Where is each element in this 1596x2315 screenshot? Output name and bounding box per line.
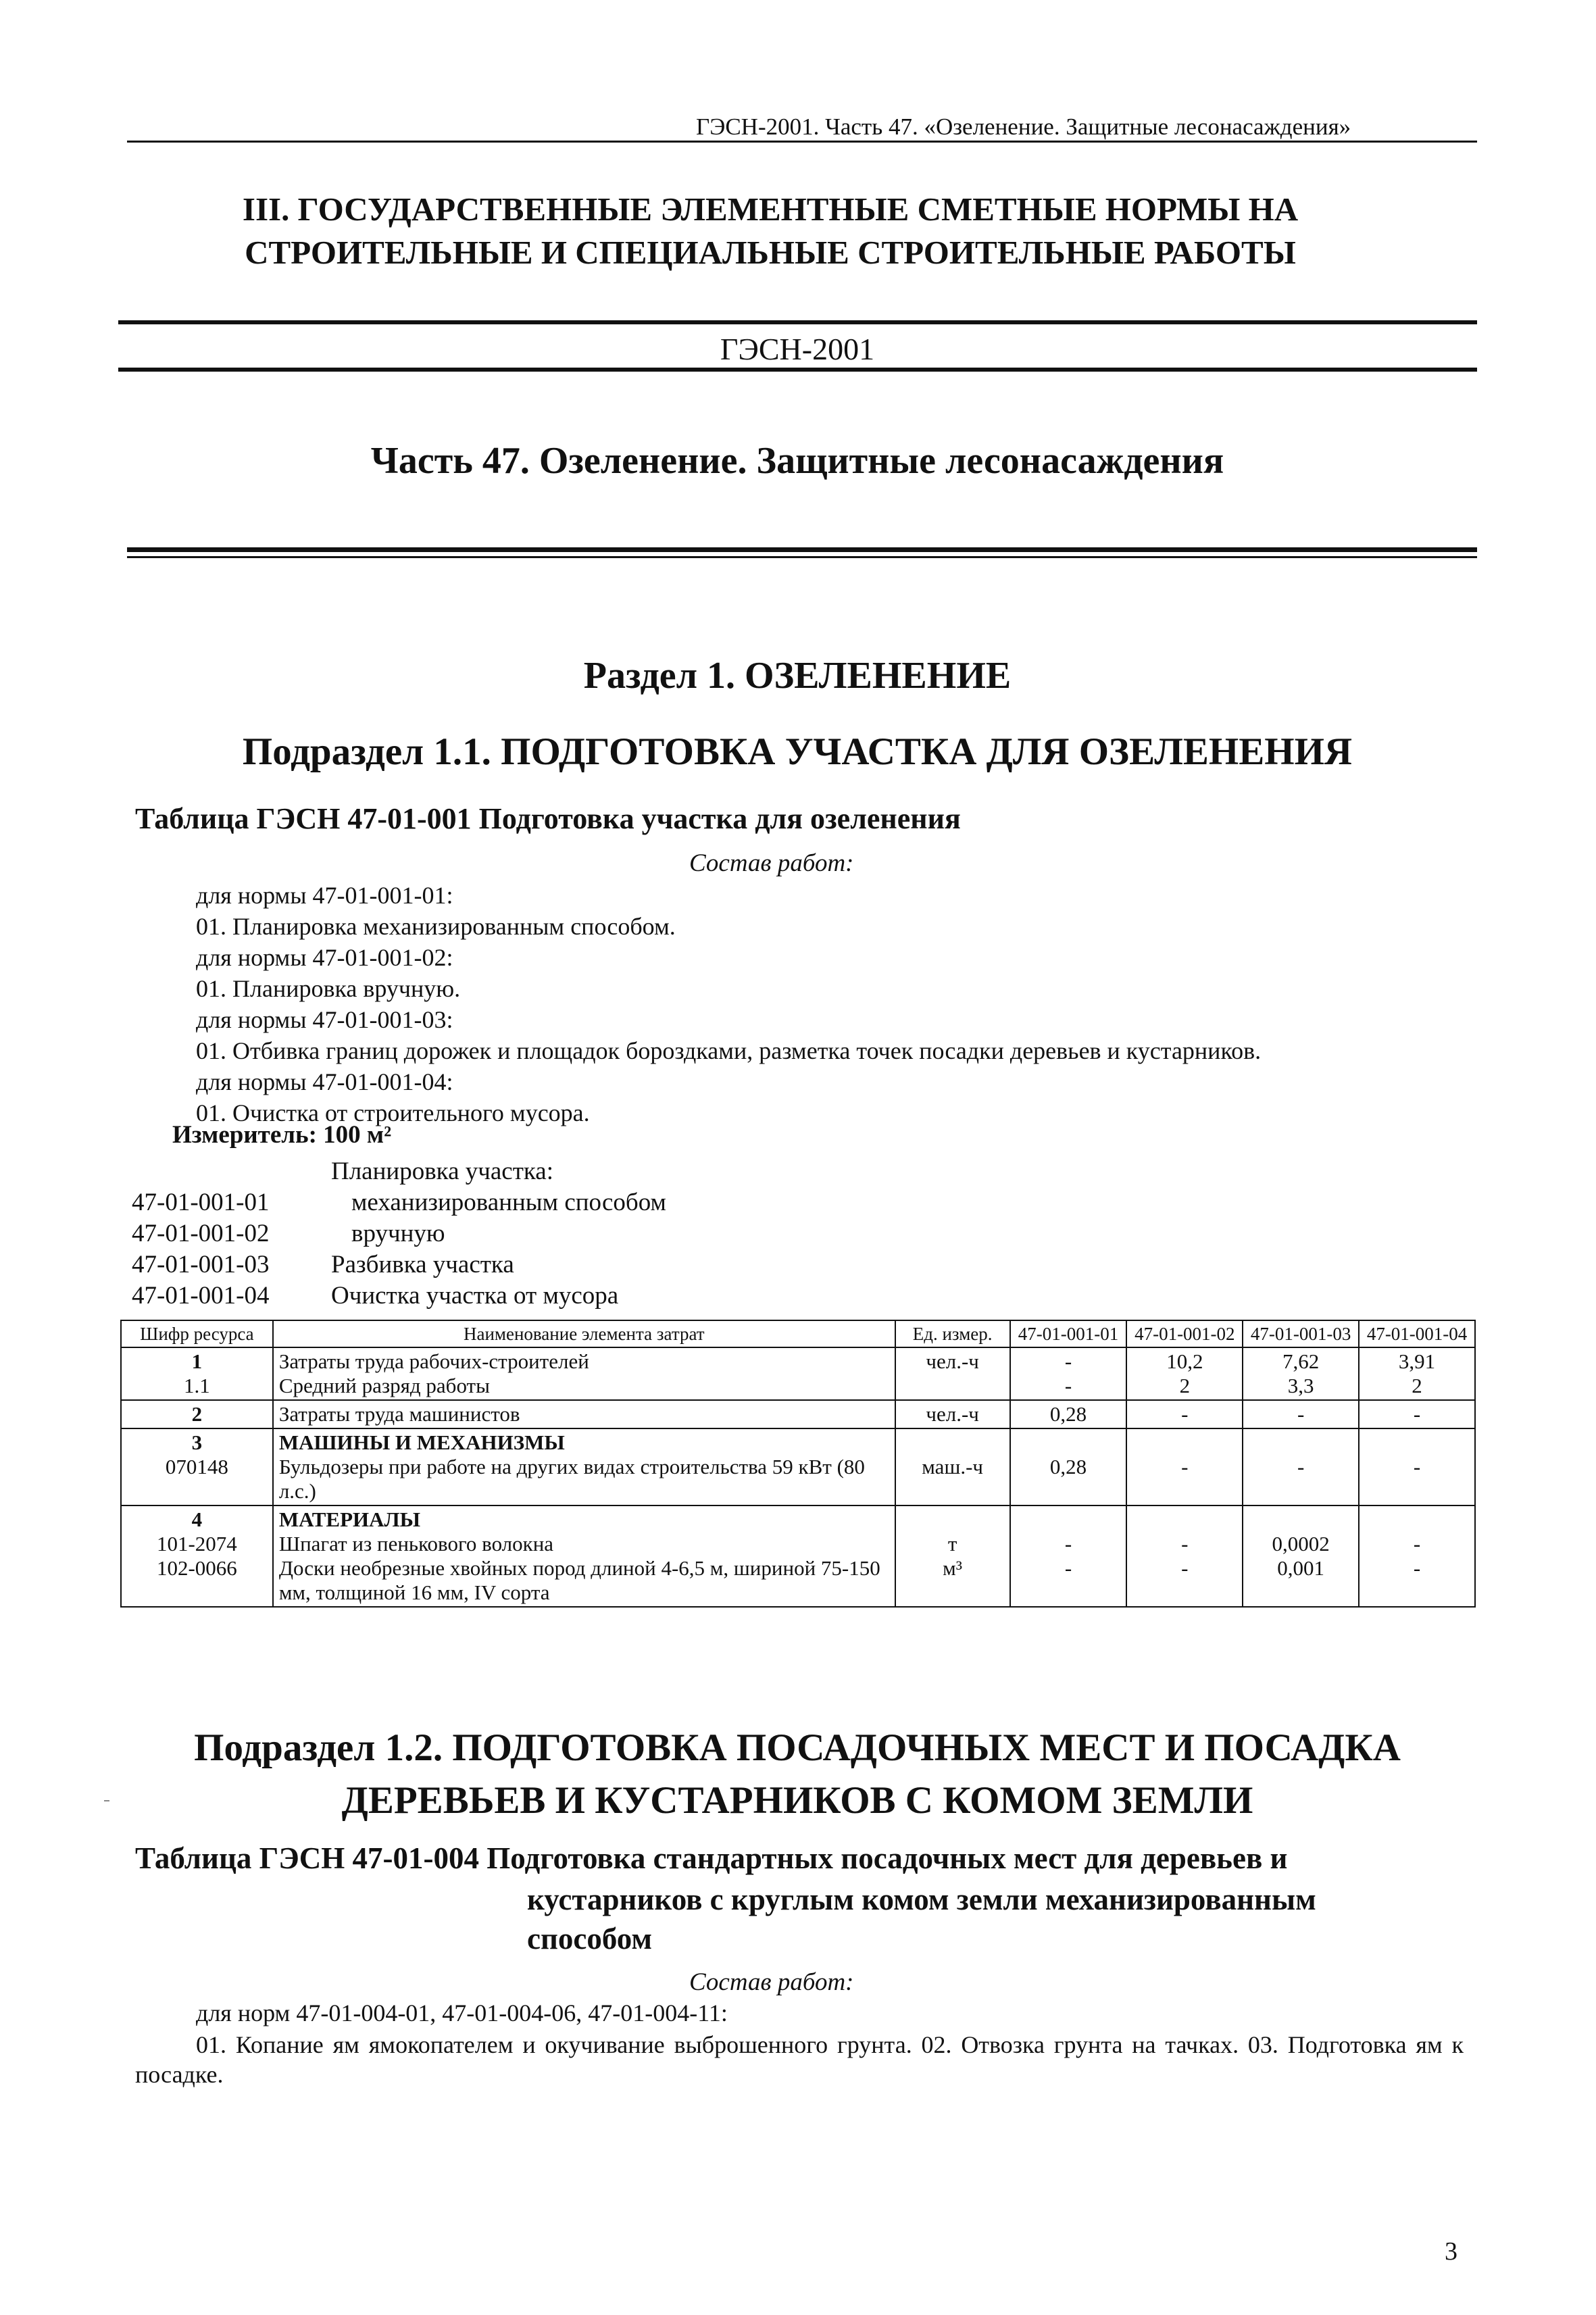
value: -: [1413, 1455, 1421, 1478]
value: 7,62: [1282, 1349, 1320, 1373]
unit-value: т: [947, 1532, 957, 1555]
value: -: [1413, 1532, 1421, 1555]
table-title: Таблица ГЭСН 47-01-001 Подготовка участка для озеленения: [135, 802, 961, 835]
name-value: Затраты труда рабочих-строителей: [278, 1349, 589, 1373]
header-col: 47-01-001-01: [1010, 1320, 1127, 1347]
main-heading-line-2: СТРОИТЕЛЬНЫЕ И СПЕЦИАЛЬНЫЕ СТРОИТЕЛЬНЫЕ РАБОТЫ: [245, 234, 1296, 271]
norm-code: 47-01-001-01: [132, 1189, 270, 1216]
cell-value: [1010, 1505, 1127, 1607]
cell-unit: [895, 1347, 1010, 1400]
cell-value: [1359, 1347, 1475, 1400]
header-unit: Ед. измер.: [895, 1320, 1010, 1347]
work-line: 01. Планировка вручную.: [196, 975, 461, 1002]
cell-code: [121, 1505, 273, 1607]
header-name: Наименование элемента затрат: [273, 1320, 895, 1347]
value: -: [1181, 1455, 1189, 1478]
main-heading: [176, 188, 1365, 274]
value: 0,28: [1049, 1455, 1087, 1478]
cell-value: [1243, 1347, 1359, 1400]
cell-value: -: [1243, 1400, 1359, 1428]
table-2-title-continued: кустарников с круглым комом земли механизированным способом: [527, 1883, 1316, 1956]
header-col: 47-01-001-04: [1359, 1320, 1475, 1347]
norms-line: для норм 47-01-004-01, 47-01-004-06, 47-01-004-11:: [196, 1999, 728, 2026]
work-line: для нормы 47-01-001-03:: [196, 1006, 453, 1033]
code-rule-bottom: [118, 368, 1477, 372]
cell-value: [1010, 1428, 1127, 1505]
name-value: Доски необрезные хвойных пород длиной 4-6,5 м, шириной 75-150 мм, толщиной 16 мм, IV сорта: [278, 1556, 880, 1604]
code-value: 4: [191, 1508, 203, 1531]
cell-name: Затраты труда машинистов: [273, 1400, 895, 1428]
header-col: 47-01-001-03: [1243, 1320, 1359, 1347]
value: 3,3: [1287, 1374, 1314, 1397]
double-rule-thick: [127, 547, 1477, 552]
cell-name: [273, 1347, 895, 1400]
norm-name: Очистка участка от мусора: [331, 1282, 619, 1310]
value: -: [1181, 1556, 1189, 1580]
work-line: для нормы 47-01-001-01:: [196, 882, 453, 909]
work-line: 01. Планировка механизированным способом.: [196, 913, 676, 940]
subsection-title: Подраздел 1.1. ПОДГОТОВКА УЧАСТКА ДЛЯ ОЗЕЛЕНЕНИЯ: [242, 730, 1353, 773]
norm-code: 47-01-001-04: [132, 1282, 270, 1310]
value: 0,001: [1277, 1556, 1325, 1580]
code-value: 3: [191, 1430, 203, 1454]
name-value: Шпагат из пенькового волокна: [278, 1532, 554, 1555]
norm-code: 47-01-001-03: [132, 1251, 270, 1278]
unit-value: чел.-ч: [926, 1349, 979, 1373]
unit-value: маш.-ч: [922, 1455, 983, 1478]
work-line: для нормы 47-01-001-02:: [196, 944, 453, 971]
cell-value: [1126, 1347, 1243, 1400]
value: 2: [1179, 1374, 1191, 1397]
value: -: [1064, 1374, 1072, 1397]
group-title: МАШИНЫ И МЕХАНИЗМЫ: [278, 1430, 565, 1454]
code-value: 070148: [165, 1455, 228, 1478]
value: 0,0002: [1272, 1532, 1330, 1555]
cell-name: [273, 1428, 895, 1505]
cell-code: [121, 1347, 273, 1400]
measure-unit: Измеритель: 100 м²: [172, 1121, 392, 1149]
cell-value: [1243, 1428, 1359, 1505]
norm-name: механизированным способом: [351, 1189, 666, 1216]
main-heading-line-1: III. ГОСУДАРСТВЕННЫЕ ЭЛЕМЕНТНЫЕ СМЕТНЫЕ НОРМЫ НА: [242, 191, 1299, 228]
table-header-row: [121, 1320, 1475, 1347]
norm-name: вручную: [351, 1220, 445, 1247]
subsection-2-line-1: Подраздел 1.2. ПОДГОТОВКА ПОСАДОЧНЫХ МЕСТ И ПОСАДКА: [194, 1726, 1401, 1769]
work-line: для нормы 47-01-001-04:: [196, 1068, 453, 1095]
code-value: 1.1: [184, 1374, 210, 1397]
norm-code: 47-01-001-02: [132, 1220, 270, 1247]
cell-value: [1126, 1428, 1243, 1505]
subsection-2-title: [122, 1722, 1473, 1827]
norm-name: Разбивка участка: [331, 1251, 514, 1278]
table-row: [121, 1347, 1475, 1400]
value: -: [1413, 1556, 1421, 1580]
section-title: Раздел 1. ОЗЕЛЕНЕНИЕ: [583, 655, 1012, 697]
cell-value: [1010, 1347, 1127, 1400]
table-row: [121, 1400, 1475, 1428]
name-value: Бульдозеры при работе на других видах строительства 59 кВт (80 л.с.): [278, 1455, 865, 1503]
value: 2: [1412, 1374, 1422, 1397]
table-row: [121, 1428, 1475, 1505]
resource-table: [120, 1320, 1476, 1608]
value: 10,2: [1166, 1349, 1203, 1373]
cell-value: -: [1126, 1400, 1243, 1428]
subsection-2-line-2: ДЕРЕВЬЕВ И КУСТАРНИКОВ С КОМОМ ЗЕМЛИ: [341, 1779, 1253, 1822]
value: -: [1297, 1455, 1305, 1478]
double-rule-thin: [127, 556, 1477, 558]
code-rule-top: [118, 320, 1477, 324]
cell-value: [1126, 1505, 1243, 1607]
group-title: МАТЕРИАЛЫ: [278, 1508, 421, 1531]
work-composition-label: Состав работ:: [689, 1968, 854, 1996]
code-value: 101-2074: [156, 1532, 237, 1555]
unit-value: м³: [943, 1556, 963, 1580]
table-2-title: Таблица ГЭСН 47-01-004 Подготовка стандартных посадочных мест для деревьев и: [135, 1841, 1288, 1875]
norms-heading: Планировка участка:: [331, 1158, 554, 1185]
document-code: ГЭСН-2001: [720, 332, 875, 366]
value: 3,91: [1398, 1349, 1436, 1373]
code-value: 102-0066: [156, 1556, 237, 1580]
value: -: [1181, 1532, 1189, 1555]
header-cipher: Шифр ресурса: [121, 1320, 273, 1347]
work-line: 01. Отбивка границ дорожек и площадок бороздками, разметка точек посадки деревьев и кустарников.: [196, 1037, 1262, 1064]
value: -: [1064, 1532, 1072, 1555]
page-number: 3: [1445, 2237, 1457, 2266]
cell-value: [1359, 1505, 1475, 1607]
cell-value: -: [1359, 1400, 1475, 1428]
running-header: ГЭСН-2001. Часть 47. «Озеленение. Защитные лесонасаждения»: [696, 114, 1351, 140]
header-col: 47-01-001-02: [1126, 1320, 1243, 1347]
cell-unit: [895, 1505, 1010, 1607]
work-composition-label: Состав работ:: [689, 849, 854, 877]
margin-mark: [104, 1800, 109, 1801]
cell-value: [1359, 1428, 1475, 1505]
value: -: [1064, 1556, 1072, 1580]
cell-unit: [895, 1428, 1010, 1505]
cell-name: [273, 1505, 895, 1607]
work-line: 01. Очистка от строительного мусора.: [196, 1099, 590, 1126]
cell-code: 2: [121, 1400, 273, 1428]
cell-unit: чел.-ч: [895, 1400, 1010, 1428]
work-paragraph: 01. Копание ям ямокопателем и окучивание выброшенного грунта. 02. Отвозка грунта на тачках. 03. Подготовка ям к посадке.: [135, 2031, 1464, 2088]
value: -: [1064, 1349, 1072, 1373]
part-title: Часть 47. Озеленение. Защитные лесонасаждения: [370, 440, 1224, 482]
cell-value: [1243, 1505, 1359, 1607]
table-row: [121, 1505, 1475, 1607]
header-rule: [127, 141, 1477, 143]
cell-value: 0,28: [1010, 1400, 1127, 1428]
name-value: Средний разряд работы: [278, 1374, 490, 1397]
cell-code: [121, 1428, 273, 1505]
code-value: 1: [191, 1349, 203, 1373]
